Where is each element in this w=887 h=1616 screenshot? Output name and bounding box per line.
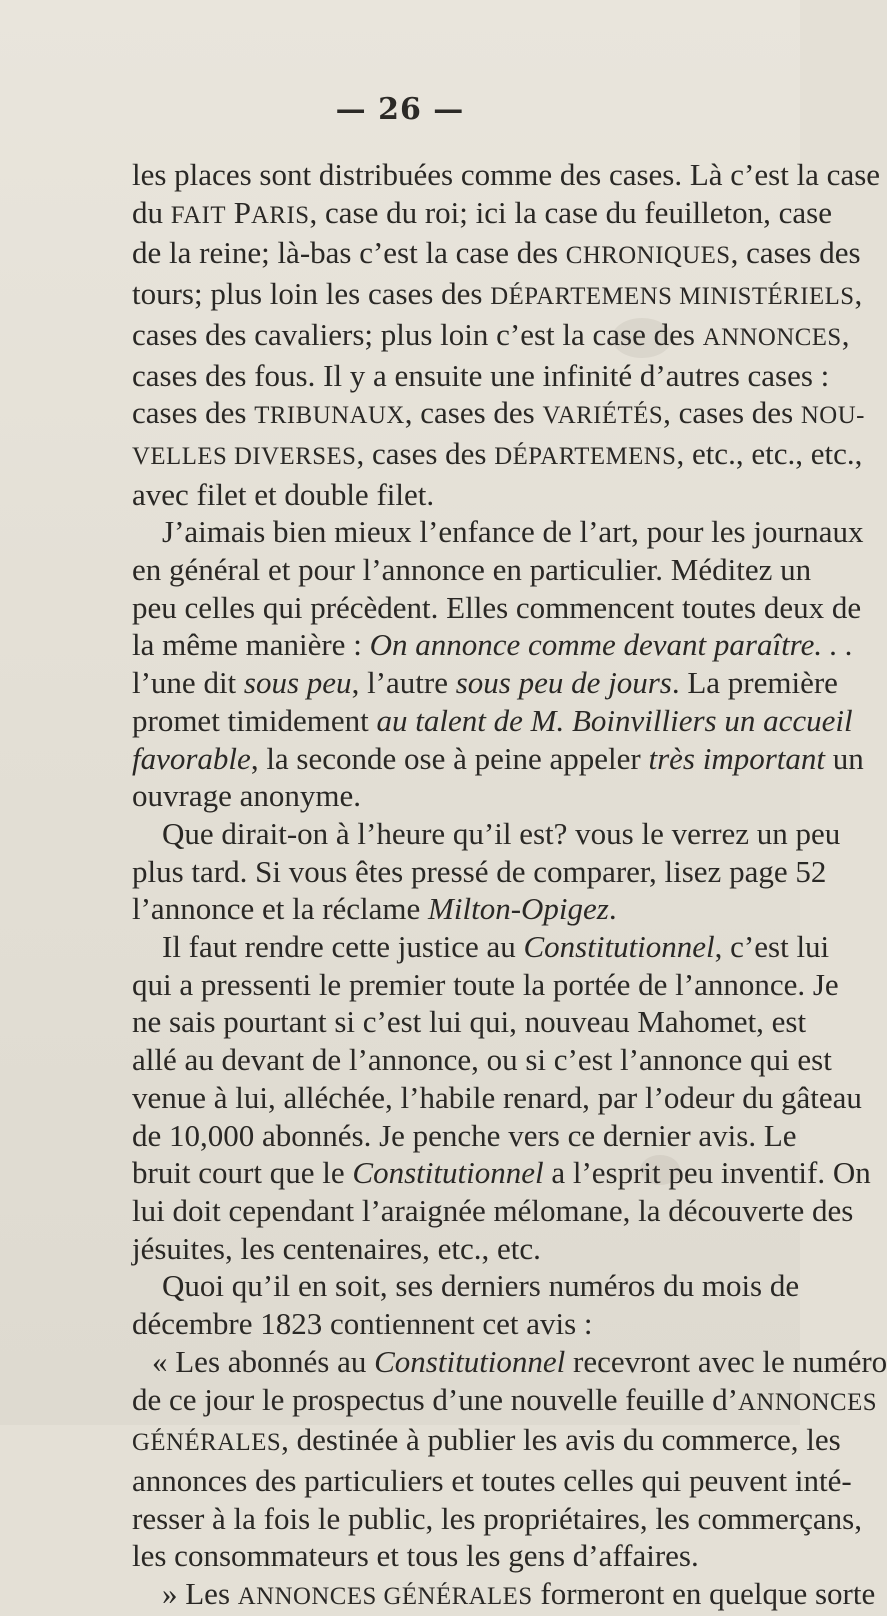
text-run: décembre 1823 contiennent cet avis : — [132, 1306, 593, 1342]
text-line — [132, 1575, 876, 1616]
text-line — [132, 234, 861, 275]
text-run: venue à lui, alléchée, l’habile renard, par l’odeur du gâteau — [132, 1079, 862, 1115]
text-line — [132, 1154, 871, 1192]
text-run: « Les abonnés au — [152, 1343, 375, 1379]
text-line — [132, 1305, 766, 1343]
small-caps-run: ANNONCES — [738, 1388, 878, 1416]
text-run: Quoi qu’il en soit, ses derniers numéros du mois de — [162, 1268, 800, 1304]
text-run: un — [825, 740, 864, 776]
text-run: resser à la fois le public, les propriétaires, les commerçans, — [132, 1500, 862, 1536]
text-run — [226, 195, 234, 230]
italic-run: favorable — [132, 740, 251, 776]
text-line — [132, 1537, 766, 1575]
small-caps-run: ANNONCES GÉNÉRALES — [237, 1583, 533, 1611]
text-run: cases des cavaliers; plus loin c’est la case des — [132, 316, 703, 352]
text-run: la même manière : — [132, 627, 370, 663]
text-run: . — [608, 891, 617, 927]
text-run: formeront en quelque sorte — [532, 1576, 876, 1612]
text-line — [132, 1421, 841, 1462]
text-run: P — [233, 194, 252, 230]
small-caps-run: CHRONIQUES — [565, 242, 731, 270]
text-run: , — [854, 276, 863, 312]
text-run: , c’est lui — [714, 929, 830, 965]
text-line — [132, 551, 812, 589]
text-run: ne sais pourtant si c’est lui qui, nouveau Mahomet, est — [132, 1004, 807, 1040]
text-line — [132, 1500, 862, 1538]
text-line — [132, 664, 838, 702]
text-line — [132, 1230, 766, 1268]
text-run: tours; plus loin les cases des — [132, 276, 491, 312]
text-run: Il faut rendre cette justice au — [162, 929, 524, 965]
text-run: promet timidement — [132, 702, 377, 738]
italic-run: au talent de M. Boinvilliers un accueil — [376, 702, 853, 738]
text-line — [132, 394, 865, 435]
text-line — [132, 1192, 854, 1230]
italic-run: Constitutionnel — [352, 1155, 544, 1191]
text-run: peu celles qui précèdent. Elles commencent toutes deux de — [132, 589, 862, 625]
italic-run: Constitutionnel — [523, 929, 715, 965]
italic-run: très important — [648, 740, 826, 776]
small-caps-run: ANNONCES — [702, 323, 842, 351]
text-run: J’aimais bien mieux l’enfance de l’art, pour les journaux — [162, 514, 864, 550]
text-line — [132, 702, 853, 740]
italic-run: On annonce comme devant paraître. . . — [369, 627, 854, 663]
text-line — [132, 1343, 887, 1381]
text-run: bruit court que le — [132, 1155, 353, 1191]
text-run: , case du roi; ici la case du feuilleton, case — [309, 194, 832, 230]
page-number: — 26 — — [335, 92, 465, 127]
text-line — [132, 1381, 878, 1422]
text-run: , cases des — [663, 395, 801, 431]
text-run: qui a pressenti le premier toute la portée de l’annonce. Je — [132, 966, 839, 1002]
text-run: , destinée à publier les avis du commerce, les — [281, 1422, 841, 1458]
text-line — [132, 1462, 852, 1500]
text-run: , la seconde ose à peine appeler — [250, 740, 649, 776]
text-line — [132, 1117, 797, 1155]
text-run: a l’esprit peu inventif. On — [543, 1155, 871, 1191]
italic-run: Constitutionnel — [374, 1343, 566, 1379]
small-caps-run: DÉPARTEMENS MINISTÉRIELS — [490, 283, 855, 311]
text-run: de 10,000 abonnés. Je penche vers ce dernier avis. Le — [132, 1117, 797, 1153]
text-run: , etc., etc., etc., — [676, 435, 863, 471]
small-caps-run: ARIS — [251, 201, 310, 229]
text-run: . La première — [671, 665, 838, 701]
text-line — [132, 435, 863, 476]
text-run: recevront avec le numéro — [565, 1343, 887, 1379]
text-run: les places sont distribuées comme des cases. Là c’est la case — [132, 157, 881, 192]
italic-run: sous peu de jours — [455, 665, 672, 701]
text-run: l’une dit — [132, 665, 244, 701]
text-run: annonces des particuliers et toutes celles qui peuvent inté- — [132, 1462, 852, 1498]
small-caps-run: GÉNÉRALES — [132, 1429, 282, 1457]
text-run: allé au devant de l’annonce, ou si c’est l’annonce qui est — [132, 1042, 832, 1078]
text-line — [132, 815, 841, 853]
italic-run: Milton-Opigez — [428, 891, 609, 927]
small-caps-run: NOU- — [800, 402, 865, 430]
text-run: , cases des — [404, 395, 543, 431]
text-line — [132, 740, 864, 778]
text-line — [132, 928, 830, 966]
text-run: jésuites, les centenaires, etc., etc. — [132, 1230, 541, 1266]
small-caps-run: DÉPARTEMENS — [494, 442, 677, 470]
small-caps-run: VARIÉTÉS — [542, 402, 664, 430]
text-run: lui doit cependant l’araignée mélomane, la découverte des — [132, 1192, 854, 1228]
text-line — [132, 513, 864, 551]
text-run: , l’autre — [351, 665, 456, 701]
text-line — [132, 275, 863, 316]
text-run: l’annonce et la réclame — [132, 891, 429, 927]
text-line — [132, 853, 827, 891]
text-run: cases des — [132, 395, 255, 431]
text-line — [132, 1003, 807, 1041]
text-line — [132, 1079, 862, 1117]
text-run: du — [132, 194, 171, 230]
text-line — [132, 1267, 800, 1305]
text-line — [132, 966, 839, 1004]
text-run: » Les — [162, 1576, 238, 1612]
text-run: de ce jour le prospectus d’une nouvelle feuille d’ — [132, 1381, 738, 1417]
text-line — [132, 1041, 832, 1079]
small-caps-run: TRIBUNAUX — [254, 402, 405, 430]
text-run: , — [841, 316, 850, 352]
text-run: de la reine; là-bas c’est la case des — [132, 235, 566, 271]
text-line — [132, 357, 830, 395]
text-line — [132, 156, 881, 194]
text-run: ouvrage anonyme. — [132, 778, 361, 814]
text-run: , cases des — [730, 235, 861, 271]
text-run: avec filet et double filet. — [132, 476, 435, 512]
text-run: Que dirait-on à l’heure qu’il est? vous le verrez un peu — [162, 815, 841, 851]
text-run: plus tard. Si vous êtes pressé de comparer, lisez page 52 — [132, 853, 827, 889]
text-run: les consommateurs et tous les gens d’affaires. — [132, 1538, 699, 1574]
text-line — [132, 476, 766, 514]
text-run: en général et pour l’annonce en particulier. Méditez un — [132, 552, 812, 588]
text-run: , cases des — [356, 435, 495, 471]
text-line — [132, 194, 832, 235]
italic-run: sous peu — [243, 665, 352, 701]
text-line — [132, 777, 766, 815]
text-line — [132, 626, 854, 664]
text-line — [132, 890, 766, 928]
text-run: cases des fous. Il y a ensuite une infinité d’autres cases : — [132, 357, 830, 393]
small-caps-run: VELLES DIVERSES — [132, 442, 357, 470]
text-line — [132, 589, 862, 627]
page-body-text — [132, 156, 887, 1616]
text-line — [132, 316, 850, 357]
small-caps-run: FAIT — [170, 201, 227, 229]
